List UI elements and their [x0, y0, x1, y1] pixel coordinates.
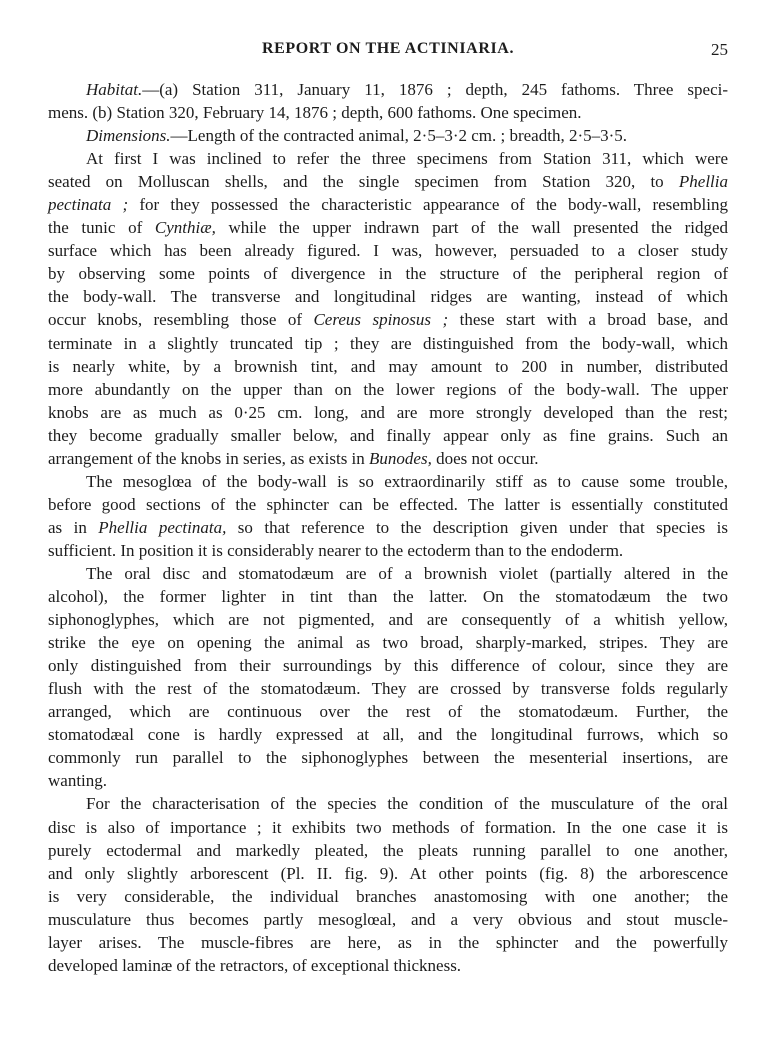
text-line: pectinata ; for they possessed the characteristic appearance of the body-wall, resembling [48, 195, 728, 215]
text-line: alcohol), the former lighter in tint than the latter. On the stomatodæum the two [48, 587, 728, 607]
page-header [48, 40, 728, 64]
text-line: purely ectodermal and markedly pleated, the pleats running parallel to one another, [48, 840, 728, 860]
text-line: The oral disc and stomatodæum are of a brownish violet (partially altered in the [86, 563, 728, 583]
text-line: commonly run parallel to the siphonoglyphes between the mesenterial insertions, are [48, 748, 728, 768]
text-line: sufficient. In position it is considerably nearer to the ectoderm than to the endoderm. [48, 540, 624, 560]
text-line: The mesoglœa of the body-wall is so extraordinarily stiff as to cause some trouble, [86, 471, 728, 491]
text-line: siphonoglyphes, which are not pigmented, and are consequently of a whitish yellow, [48, 610, 728, 630]
text-line: arranged, which are continuous over the rest of the stomatodæum. Further, the [48, 702, 728, 722]
text-line: musculature thus becomes partly mesoglœal, and a very obvious and stout muscle- [48, 909, 728, 929]
text-line: and only slightly arborescent (Pl. II. fig. 9). At other points (fig. 8) the arborescence [48, 863, 728, 883]
body-text [48, 78, 728, 977]
paragraph-2 [48, 470, 728, 562]
text-line: arrangement of the knobs in series, as exists in Bunodes, does not occur. [48, 448, 539, 468]
paragraph-1 [48, 147, 728, 470]
text-line: flush with the rest of the stomatodæum. They are crossed by transverse folds regularly [48, 679, 728, 699]
dimensions-label: Dimensions. [86, 126, 171, 146]
text-line: is nearly white, by a brownish tint, and may amount to 200 in number, distributed [48, 356, 728, 376]
text-line: is very considerable, the individual branches anastomosing with one another; the [48, 886, 728, 906]
text-line: more abundantly on the upper than on the lower regions of the body-wall. The upper [48, 379, 728, 399]
habitat-paragraph [48, 78, 728, 124]
text-line: For the characterisation of the species the condition of the musculature of the oral [86, 794, 728, 814]
text-line: knobs are as much as 0·25 cm. long, and are more strongly developed than the rest; [48, 402, 728, 422]
paragraph-3 [48, 562, 728, 792]
paragraph-4 [48, 792, 728, 976]
running-title: REPORT ON THE ACTINIARIA. [261, 40, 515, 57]
text-line: seated on Molluscan shells, and the single specimen from Station 320, to Phellia [48, 172, 728, 192]
text-line: the tunic of Cynthiæ, while the upper indrawn part of the wall presented the ridged [48, 218, 728, 238]
text-line: by observing some points of divergence in the structure of the peripheral region of [48, 264, 728, 284]
text-line: surface which has been already figured. I was, however, persuaded to a closer study [48, 241, 728, 261]
text-line: developed laminæ of the retractors, of exceptional thickness. [48, 955, 462, 975]
habitat-label: Habitat. [86, 80, 143, 99]
text-line: Dimensions.—Length of the contracted animal, 2·5–3·2 cm. ; breadth, 2·5–3·5. [86, 126, 628, 146]
dimensions-paragraph [48, 124, 728, 147]
text-line: layer arises. The muscle-fibres are here, as in the sphincter and the powerfully [48, 932, 728, 952]
text-line: before good sections of the sphincter can be effected. The latter is essentially constituted [48, 494, 728, 514]
text-line: mens. (b) Station 320, February 14, 1876 ; depth, 600 fathoms. One specimen. [48, 103, 582, 123]
text-line: the body-wall. The transverse and longitudinal ridges are wanting, instead of which [48, 287, 728, 307]
page-number: 25 [711, 40, 728, 59]
text-line: terminate in a slightly truncated tip ; they are distinguished from the body-wall, which [48, 333, 728, 353]
text-line: Habitat.—(a) Station 311, January 11, 1876 ; depth, 245 fathoms. Three speci- [86, 80, 728, 99]
text-line: only distinguished from their surroundings by this difference of colour, since they are [48, 656, 728, 676]
text-line: occur knobs, resembling those of Cereus spinosus ; these start with a broad base, and [48, 310, 728, 330]
text-line: as in Phellia pectinata, so that reference to the description given under that species is [48, 517, 728, 537]
text-line: At first I was inclined to refer the three specimens from Station 311, which were [86, 149, 728, 169]
text-line: stomatodæal cone is hardly expressed at all, and the longitudinal furrows, which so [48, 725, 728, 745]
text-line: they become gradually smaller below, and finally appear only as fine grains. Such an [48, 425, 728, 445]
text-line: disc is also of importance ; it exhibits two methods of formation. In the one case it is [48, 817, 728, 837]
text-line: wanting. [48, 771, 108, 791]
text-line: strike the eye on opening the animal as two broad, sharply-marked, stripes. They are [48, 633, 728, 653]
